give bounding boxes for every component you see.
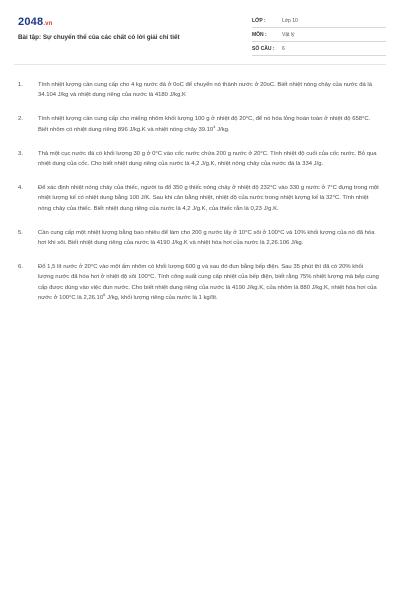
logo-main: 2048 (18, 16, 44, 28)
meta-label: MÔN : (252, 31, 267, 38)
worksheet-title: Bài tập: Sự chuyển thể của các chất có lời giải chi tiết (18, 34, 180, 41)
question-item (18, 183, 380, 214)
question-list (18, 80, 380, 317)
meta-row-subject (252, 28, 386, 42)
question-number: 1. (18, 82, 23, 88)
worksheet-header (14, 10, 386, 62)
question-text (38, 262, 380, 303)
question-item (18, 228, 380, 248)
question-item (18, 262, 380, 303)
meta-label: SỐ CÂU : (252, 45, 275, 52)
site-logo[interactable] (18, 16, 53, 28)
meta-value: Lớp 10 (282, 17, 298, 24)
question-text-part: J/kg, khối lượng riêng của nước là 1 kg/lít. (105, 294, 218, 301)
meta-row-class (252, 14, 386, 28)
question-text: Để xác định nhiệt nóng chảy của thiếc, người ta đổ 350 g thiếc nóng chảy ở nhiệt độ 232°C vào 330 g nước ở 7°C đựng trong một nhiệt lượng kế có nhiệt dung bằng 100 J/K. Sau khi cân bằng nhiệt, nhiệt độ của nước trong nhiệt lượng kế là 32°C. Tính nhiệt nóng chảy của thiếc. Biết nhiệt dung riêng của nước là 4,2 J/g.K, của thiếc rắn là 0,23 J/g.K. (38, 185, 379, 212)
question-item (18, 114, 380, 134)
worksheet-meta (252, 14, 386, 56)
question-text (38, 114, 380, 134)
header-divider (14, 64, 386, 65)
meta-value: Vật lý (282, 31, 295, 38)
meta-row-count (252, 42, 386, 56)
question-text: Tính nhiệt lượng cần cung cấp cho 4 kg nước đá ở 0oC để chuyển nó thành nước ở 20oC. Biết nhiệt nóng chảy của nước đá là 34.104 J/kg và nhiệt dung riêng của nước là 4180 J/kg.K (38, 82, 373, 99)
question-text-part: Tính nhiệt lượng cần cung cấp cho miếng nhôm khối lượng 100 g ở nhiệt độ 20°C, để nó hóa lỏng hoàn toàn ở nhiệt độ 658°C. Biết nhôm có nhiệt dung riêng 896 J/kg.K và nhiệt nóng chảy 39.10 (38, 116, 371, 133)
question-item (18, 80, 380, 100)
question-number: 4. (18, 185, 23, 192)
question-text-part: Đổ 1,5 lít nước ở 20°C vào một ấm nhôm có khối lượng 600 g và sau đó đun bằng bếp điện. Sau 35 phút thì đã có 20% khối lượng nước đã hóa hơi ở nhiệt độ sôi 100°C. Tính công suất cung cấp nhiệt của bếp điện, biết rằng 75% nhiệt lượng mà bếp cung cấp được dùng vào việc đun nước. Cho biết nhiệt dung riêng của nước là 4190 J/kg.K, của nhôm là 880 J/kg.K, nhiệt hóa hơi của nước ở 100°C là 2,26.10 (38, 264, 379, 301)
question-text-part: J/kg. (215, 126, 230, 133)
meta-value: 6 (282, 45, 285, 52)
question-text: Cần cung cấp một nhiệt lượng bằng bao nhiêu để làm cho 200 g nước lấy ở 10°C sôi ở 100°C và 10% khối lượng của nó đã hóa hơi khi sôi. Biết nhiệt dung riêng của nước là 4190 J/kg.K và nhiệt hóa hơi của nước là 2,26.106 J/kg. (38, 229, 375, 247)
question-number: 3. (18, 150, 23, 157)
question-text: Thả một cục nước đá có khối lượng 30 g ở 0°C vào cốc nước chứa 200 g nước ở 20°C. Tính nhiệt độ cuối của cốc nước. Bỏ qua nhiệt dung của cốc. Cho biết nhiệt dung riêng của nước là 4,2 J/g.K, nhiệt nóng chảy của nước đá là 334 J/g. (38, 150, 377, 168)
question-number: 6. (18, 264, 23, 271)
question-text-superscript: 4 (213, 123, 216, 129)
question-item (18, 149, 380, 169)
question-number: 2. (18, 116, 23, 123)
logo-suffix: .vn (43, 21, 53, 27)
meta-label: LỚP : (252, 17, 266, 24)
question-text-superscript: 6 (103, 291, 106, 297)
question-number: 5. (18, 229, 23, 236)
